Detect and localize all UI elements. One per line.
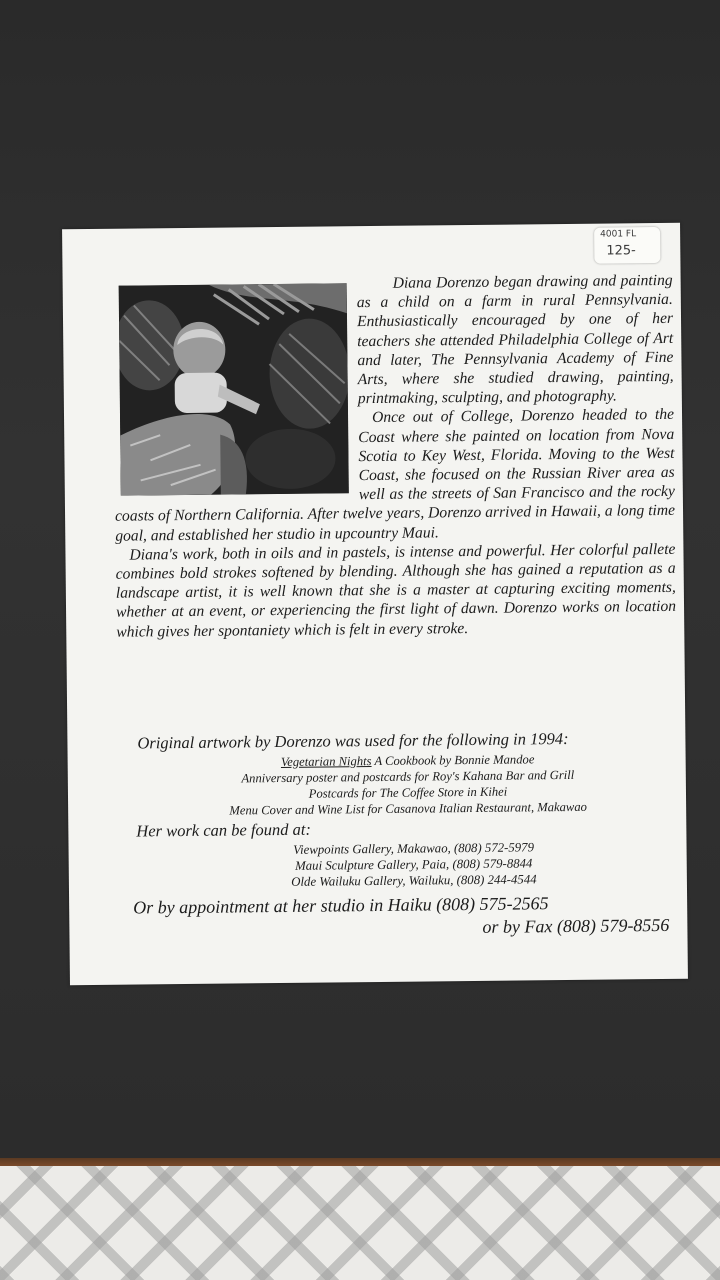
- fax-line: or by Fax (808) 579-8556: [482, 914, 670, 937]
- gallery-item: Olde Wailuku Gallery, Wailuku, (808) 244-4544: [291, 872, 537, 889]
- bio-text: [113, 271, 677, 642]
- credit-item: Anniversary poster and postcards for Roy's Kahana Bar and Grill: [241, 767, 575, 786]
- sticker-price: 125-: [606, 243, 636, 259]
- credits-list: [138, 750, 679, 820]
- gallery-list: [148, 838, 678, 892]
- gallery-item: Maui Sculpture Gallery, Paia, (808) 579-8844: [295, 856, 533, 873]
- credits-section: [117, 728, 679, 942]
- tablecloth: [0, 1166, 720, 1280]
- bio-paragraph-2: Once out of College, Dorenzo headed to the Coast where she painted on location from Nova Scotia to Key West, Florida. Moving to the West Coast, she focused on the Russian River area as well as the streets of San Francisco and the rocky coasts of Northern California. After twelve years, Dorenzo arrived in Hawaii, a long time goal, and established her studio in upcountry Maui.: [114, 406, 676, 545]
- credit-item: Postcards for The Coffee Store in Kihei: [308, 784, 508, 801]
- credit-item: Menu Cover and Wine List for Casanova Italian Restaurant, Makawao: [229, 799, 587, 818]
- photo-spacer: [113, 274, 359, 502]
- sticker-code: 4001 FL: [600, 229, 637, 240]
- bio-paragraph-1: Diana Dorenzo began drawing and painting as a child on a farm in rural Pennsylvania. Enthusiastically encouraged by one of her teachers she attended Philadelphia College of Art and later, The Pennsylvania Academy of Fine Arts, where she studied drawing, painting, printmaking, sculpting, and photography.: [356, 271, 674, 408]
- original-artwork-heading: Original artwork by Dorenzo was used for the following in 1994:: [137, 728, 569, 753]
- appointment-line: Or by appointment at her studio in Haiku (808) 575-2565: [133, 893, 549, 918]
- price-sticker: [594, 227, 660, 264]
- board-edge: [0, 1158, 720, 1166]
- gallery-item: Viewpoints Gallery, Makawao, (808) 572-5979: [293, 840, 535, 857]
- book-author: A Cookbook by Bonnie Mandoe: [371, 752, 535, 769]
- book-title: Vegetarian Nights: [280, 754, 372, 769]
- found-at-heading: Her work can be found at:: [136, 819, 312, 841]
- bio-paragraph-3: Diana's work, both in oils and in pastels, is intense and powerful. Her colorful pallete combines bold strokes softened by blending. Although she has gained a reputation as a landscape artist, it is well known that she is a master at capturing exciting moments, whether at an event, or experiencing the first light of dawn. Dorenzo works on location which gives her spontaniety which is felt in every stroke.: [115, 540, 677, 641]
- bio-sheet: [62, 223, 688, 985]
